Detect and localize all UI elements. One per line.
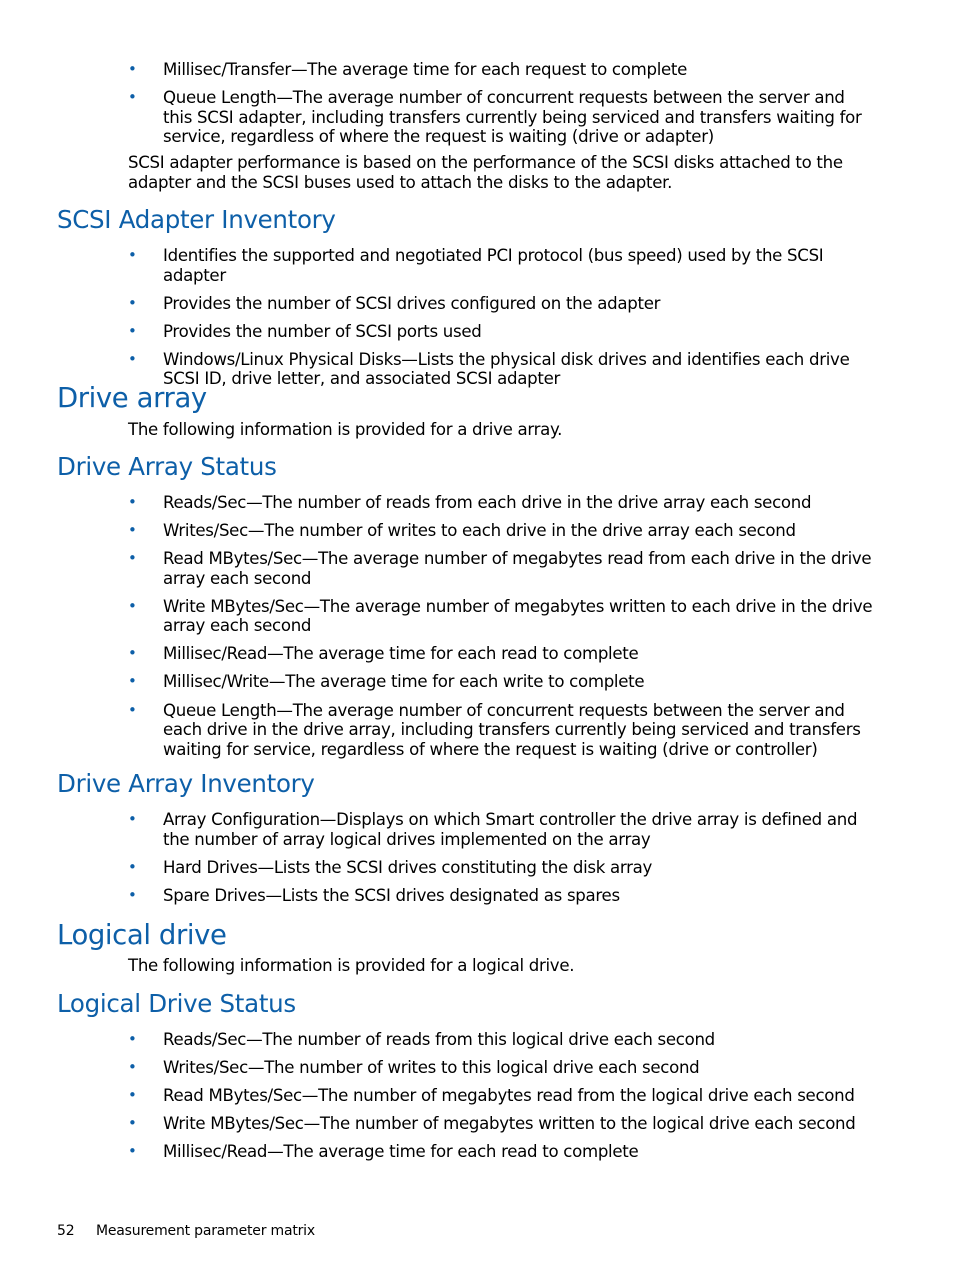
bullet-icon: • bbox=[128, 1030, 137, 1048]
section-heading-drive-array-inventory: Drive Array Inventory bbox=[57, 769, 315, 798]
list-item-text: Provides the number of SCSI ports used bbox=[163, 321, 482, 341]
list-item bbox=[128, 322, 873, 342]
drive-array-status-list bbox=[128, 493, 873, 768]
list-item bbox=[128, 1142, 873, 1162]
logical-drive-intro: The following information is provided for a logical drive. bbox=[128, 956, 575, 975]
list-item-text: Writes/Sec—The number of writes to each drive in the drive array each second bbox=[163, 521, 796, 541]
scsi-performance-paragraph: SCSI adapter performance is based on the performance of the SCSI disks attached to the adapter and the SCSI buses used to attach the disks to the adapter. bbox=[128, 153, 843, 192]
bullet-icon: • bbox=[128, 521, 137, 540]
list-item-text: Queue Length—The average number of concurrent requests between the server and this SCSI adapter, including transfers currently being serviced and transfers waiting for service, regardless of where the request is waiting (drive or adapter) bbox=[163, 88, 862, 147]
bullet-icon: • bbox=[128, 1086, 137, 1105]
list-item bbox=[128, 294, 873, 314]
list-item-text: Windows/Linux Physical Disks—Lists the physical disk drives and identifies each drive SCSI ID, drive letter, and associated SCSI adapter bbox=[163, 349, 850, 389]
bullet-icon: • bbox=[128, 321, 137, 340]
section-heading-logical-drive-status: Logical Drive Status bbox=[57, 989, 296, 1018]
logical-drive-status-list bbox=[128, 1030, 873, 1170]
page-number: 52 bbox=[57, 1223, 75, 1239]
list-item-text: Queue Length—The average number of concurrent requests between the server and each drive in the drive array, including transfers currently being serviced and transfers waiting for service, regardless of where the request is waiting (drive or controller) bbox=[163, 700, 861, 759]
bullet-icon: • bbox=[128, 857, 137, 876]
list-item-text: Write MBytes/Sec—The average number of megabytes written to each drive in the drive array each second bbox=[163, 596, 873, 636]
list-item bbox=[128, 246, 873, 285]
bullet-icon: • bbox=[128, 810, 137, 828]
page-footer bbox=[57, 1223, 315, 1239]
list-item-text: Identifies the supported and negotiated PCI protocol (bus speed) used by the SCSI adapter bbox=[163, 246, 824, 285]
section-heading-scsi-adapter-inventory: SCSI Adapter Inventory bbox=[57, 205, 336, 234]
list-item-text: Provides the number of SCSI drives configured on the adapter bbox=[163, 293, 661, 313]
bullet-icon: • bbox=[128, 1058, 137, 1077]
bullet-icon: • bbox=[128, 549, 137, 568]
list-item-text: Hard Drives—Lists the SCSI drives constituting the disk array bbox=[163, 857, 653, 877]
section-heading-drive-array: Drive array bbox=[57, 382, 207, 414]
list-item bbox=[128, 672, 873, 692]
section-heading-logical-drive: Logical drive bbox=[57, 919, 227, 951]
list-item bbox=[128, 1058, 873, 1078]
scsi-adapter-status-list bbox=[128, 60, 873, 155]
list-item bbox=[128, 1030, 873, 1050]
bullet-icon: • bbox=[128, 700, 137, 719]
bullet-icon: • bbox=[128, 88, 137, 107]
bullet-icon: • bbox=[128, 493, 137, 511]
bullet-icon: • bbox=[128, 1114, 137, 1133]
list-item bbox=[128, 597, 873, 636]
list-item bbox=[128, 1086, 873, 1106]
list-item bbox=[128, 810, 873, 849]
list-item-text: Spare Drives—Lists the SCSI drives designated as spares bbox=[163, 885, 620, 905]
bullet-icon: • bbox=[128, 349, 137, 368]
list-item bbox=[128, 521, 873, 541]
drive-array-inventory-list bbox=[128, 810, 873, 914]
list-item bbox=[128, 886, 873, 906]
bullet-icon: • bbox=[128, 60, 137, 78]
list-item-text: Millisec/Write—The average time for each write to complete bbox=[163, 672, 645, 692]
list-item bbox=[128, 858, 873, 878]
scsi-adapter-inventory-list bbox=[128, 246, 873, 397]
bullet-icon: • bbox=[128, 293, 137, 312]
list-item bbox=[128, 549, 873, 588]
list-item-text: Array Configuration—Displays on which Smart controller the drive array is defined and the number of array logical drives implemented on the array bbox=[163, 810, 858, 849]
list-item bbox=[128, 1114, 873, 1134]
list-item bbox=[128, 350, 873, 389]
list-item-text: Millisec/Transfer—The average time for each request to complete bbox=[163, 60, 688, 79]
bullet-icon: • bbox=[128, 672, 137, 691]
list-item-text: Read MBytes/Sec—The number of megabytes read from the logical drive each second bbox=[163, 1086, 855, 1106]
bullet-icon: • bbox=[128, 246, 137, 264]
bullet-icon: • bbox=[128, 596, 137, 615]
list-item bbox=[128, 88, 873, 147]
list-item bbox=[128, 60, 873, 80]
footer-title: Measurement parameter matrix bbox=[96, 1223, 315, 1239]
drive-array-intro: The following information is provided for a drive array. bbox=[128, 420, 563, 439]
list-item-text: Read MBytes/Sec—The average number of megabytes read from each drive in the drive array each second bbox=[163, 549, 872, 588]
list-item-text: Millisec/Read—The average time for each read to complete bbox=[163, 1142, 639, 1162]
bullet-icon: • bbox=[128, 885, 137, 904]
list-item bbox=[128, 701, 873, 760]
list-item bbox=[128, 493, 873, 513]
list-item-text: Write MBytes/Sec—The number of megabytes written to the logical drive each second bbox=[163, 1114, 856, 1134]
list-item-text: Writes/Sec—The number of writes to this logical drive each second bbox=[163, 1058, 700, 1078]
list-item bbox=[128, 644, 873, 664]
bullet-icon: • bbox=[128, 644, 137, 663]
section-heading-drive-array-status: Drive Array Status bbox=[57, 452, 277, 481]
bullet-icon: • bbox=[128, 1142, 137, 1161]
list-item-text: Reads/Sec—The number of reads from this logical drive each second bbox=[163, 1030, 715, 1049]
list-item-text: Millisec/Read—The average time for each read to complete bbox=[163, 644, 639, 664]
list-item-text: Reads/Sec—The number of reads from each drive in the drive array each second bbox=[163, 493, 812, 512]
